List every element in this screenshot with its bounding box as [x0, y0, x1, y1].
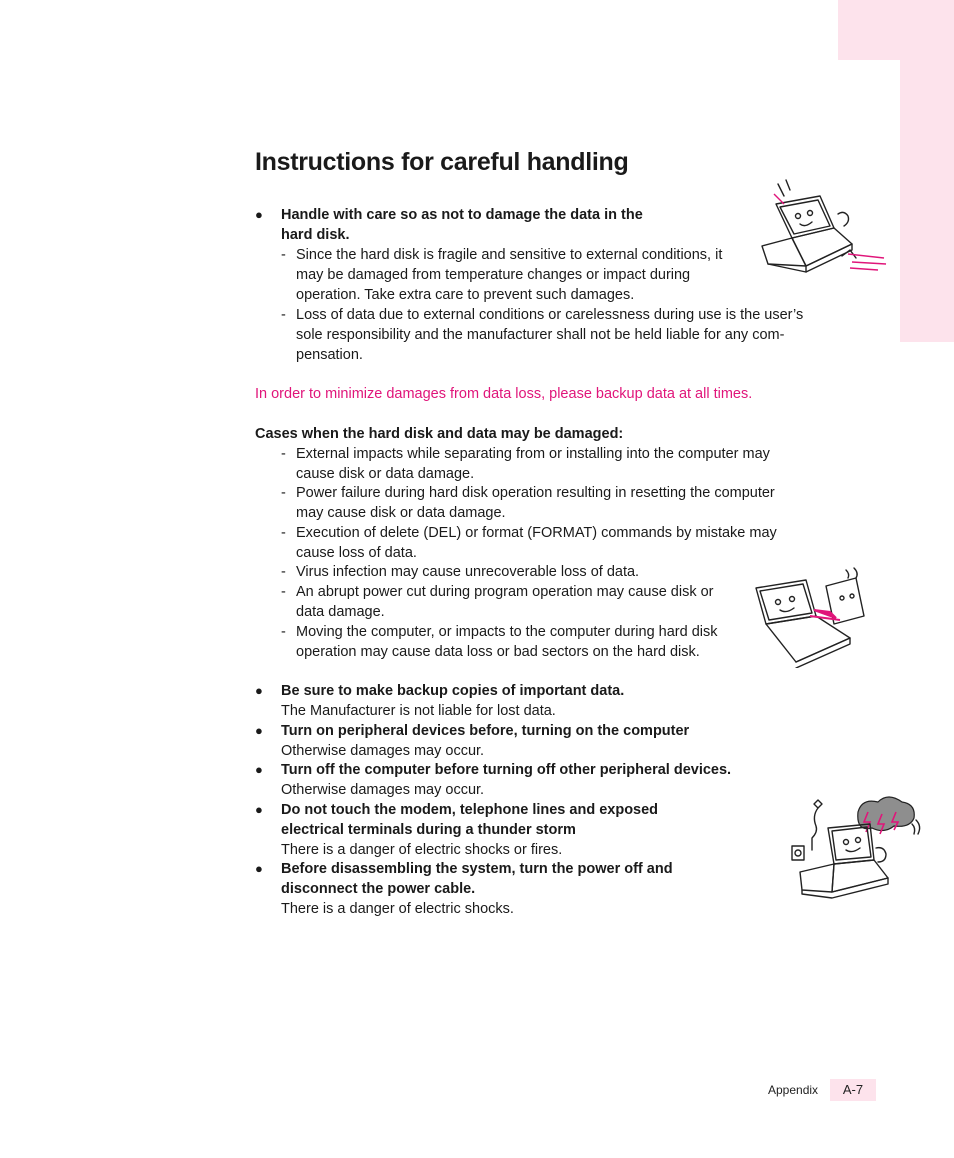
case3-line1: Execution of delete (DEL) or format (FORMAT) commands by mistake may	[296, 525, 777, 541]
bullet2-heading: Turn on peripheral devices before, turning on the computer	[281, 723, 690, 739]
dash-symbol: -	[281, 485, 286, 501]
laptop-impact-illustration	[758, 176, 890, 276]
case1-line2: cause disk or data damage.	[296, 466, 475, 482]
cases-heading: Cases when the hard disk and data may be damaged:	[255, 426, 624, 442]
bullet5-text: There is a danger of electric shocks.	[281, 901, 514, 917]
bullet-symbol: ●	[255, 207, 263, 222]
bullet5-heading-line2: disconnect the power cable.	[281, 881, 476, 897]
dash-symbol: -	[281, 525, 286, 541]
case4-line1: Virus infection may cause unrecoverable loss of data.	[296, 564, 640, 580]
bullet3-text: Otherwise damages may occur.	[281, 782, 485, 798]
page-tab-side	[900, 60, 954, 342]
section1-item1-line1: Since the hard disk is fragile and sensitive to external conditions, it	[296, 247, 723, 263]
section1-item2-line3: pensation.	[296, 347, 363, 363]
case6-line1: Moving the computer, or impacts to the computer during hard disk	[296, 624, 718, 640]
page-title: Instructions for careful handling	[255, 148, 629, 176]
bullet-symbol: ●	[255, 723, 263, 738]
page-number: A-7	[830, 1079, 876, 1101]
footer-section-label: Appendix	[768, 1083, 819, 1097]
bullet-symbol: ●	[255, 861, 263, 876]
bullet-symbol: ●	[255, 683, 263, 698]
bullet1-text: The Manufacturer is not liable for lost data.	[281, 703, 556, 719]
dash-symbol: -	[281, 247, 286, 263]
bullet4-text: There is a danger of electric shocks or fires.	[281, 842, 563, 858]
bullet5-heading-line1: Before disassembling the system, turn the power off and	[281, 861, 673, 877]
dash-symbol: -	[281, 446, 286, 462]
case2-line1: Power failure during hard disk operation resulting in resetting the computer	[296, 485, 775, 501]
case5-line2: data damage.	[296, 604, 385, 620]
dash-symbol: -	[281, 307, 286, 323]
section1-item2-line1: Loss of data due to external conditions or carelessness during use is the user’s	[296, 307, 804, 323]
section1-heading-line1: Handle with care so as not to damage the data in the	[281, 207, 643, 223]
bullet2-text: Otherwise damages may occur.	[281, 743, 485, 759]
bullet-symbol: ●	[255, 802, 263, 817]
bullet1-heading: Be sure to make backup copies of important data.	[281, 683, 625, 699]
dash-symbol: -	[281, 564, 286, 580]
bullet-symbol: ●	[255, 762, 263, 777]
case6-line2: operation may cause data loss or bad sectors on the hard disk.	[296, 644, 700, 660]
page-tab-top	[838, 0, 954, 60]
dash-symbol: -	[281, 624, 286, 640]
case2-line2: may cause disk or data damage.	[296, 505, 506, 521]
section1-item2-line2: sole responsibility and the manufacturer shall not be held liable for any com-	[296, 327, 785, 343]
bullet3-heading: Turn off the computer before turning off other peripheral devices.	[281, 762, 732, 778]
bullet4-heading-line2: electrical terminals during a thunder storm	[281, 822, 576, 838]
case1-line1: External impacts while separating from or installing into the computer may	[296, 446, 770, 462]
section1-item1-line2: may be damaged from temperature changes or impact during	[296, 267, 691, 283]
case3-line2: cause loss of data.	[296, 545, 417, 561]
section1-heading-line2: hard disk.	[281, 227, 350, 243]
bullet4-heading-line1: Do not touch the modem, telephone lines and exposed	[281, 802, 659, 818]
backup-notice: In order to minimize damages from data loss, please backup data at all times.	[255, 386, 753, 402]
laptop-moving-illustration	[750, 566, 870, 668]
laptop-thunderstorm-illustration	[788, 794, 924, 900]
section1-item1-line3: operation. Take extra care to prevent such damages.	[296, 287, 635, 303]
dash-symbol: -	[281, 584, 286, 600]
case5-line1: An abrupt power cut during program operation may cause disk or	[296, 584, 714, 600]
